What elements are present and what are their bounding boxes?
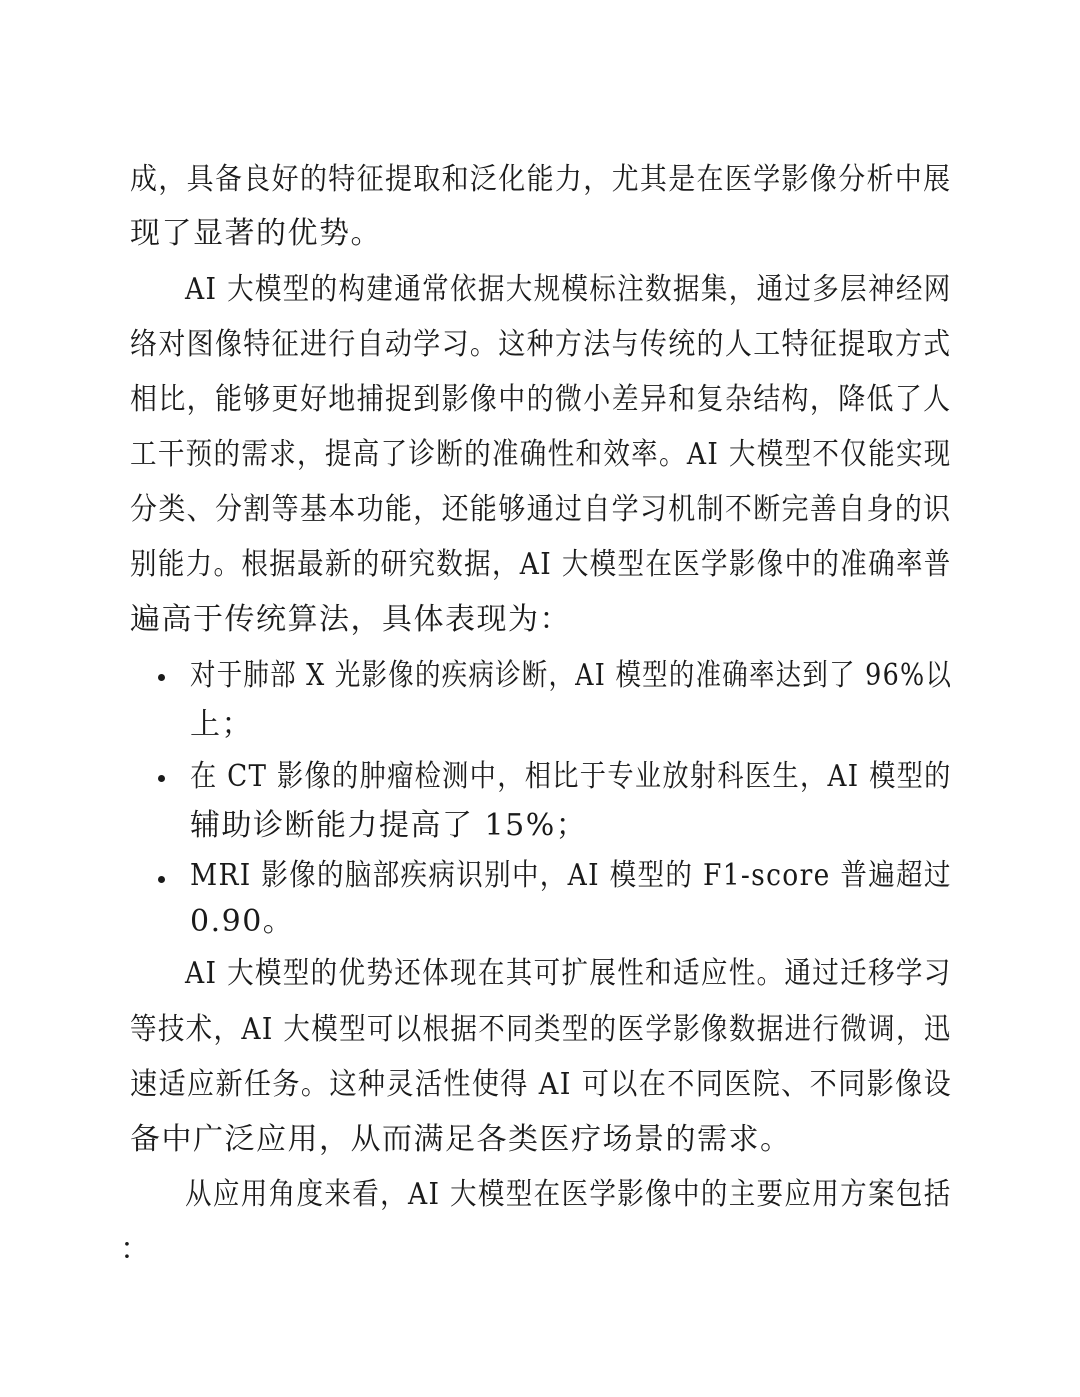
bullet-marker-1 bbox=[158, 674, 165, 681]
paragraph-2-line-7: 遍高于传统算法，具体表现为： bbox=[130, 602, 571, 637]
paragraph-4-line-2: ： bbox=[120, 1232, 152, 1267]
bullet-3-line-2: 0.90。 bbox=[190, 904, 295, 939]
paragraph-4-line-1: 从应用角度来看，AI 大模型在医学影像中的主要应用方案包括 bbox=[185, 1177, 952, 1212]
paragraph-2-line-3: 相比，能够更好地捕捉到影像中的微小差异和复杂结构，降低了人 bbox=[130, 382, 952, 417]
bullet-3-line-1: MRI 影像的脑部疾病识别中，AI 模型的 F1-score 普遍超过 bbox=[190, 858, 952, 893]
bullet-marker-2 bbox=[158, 775, 165, 782]
paragraph-2-line-2: 络对图像特征进行自动学习。这种方法与传统的人工特征提取方式 bbox=[130, 327, 952, 362]
paragraph-2-line-1: AI 大模型的构建通常依据大规模标注数据集，通过多层神经网 bbox=[185, 272, 952, 307]
bullet-2-line-1: 在 CT 影像的肿瘤检测中，相比于专业放射科医生，AI 模型的 bbox=[190, 759, 952, 794]
bullet-marker-3 bbox=[158, 876, 165, 883]
bullet-1-line-1: 对于肺部 X 光影像的疾病诊断，AI 模型的准确率达到了 96%以 bbox=[190, 658, 953, 693]
paragraph-1-line-2: 现了显著的优势。 bbox=[130, 216, 382, 251]
bullet-2-line-2: 辅助诊断能力提高了 15%； bbox=[190, 808, 588, 843]
paragraph-2-line-4: 工干预的需求，提高了诊断的准确性和效率。AI 大模型不仅能实现 bbox=[130, 437, 952, 472]
paragraph-1-line-1: 成，具备良好的特征提取和泛化能力，尤其是在医学影像分析中展 bbox=[130, 162, 952, 197]
paragraph-3-line-2: 等技术，AI 大模型可以根据不同类型的医学影像数据进行微调，迅 bbox=[130, 1012, 952, 1047]
paragraph-2-line-5: 分类、分割等基本功能，还能够通过自学习机制不断完善自身的识 bbox=[130, 492, 952, 527]
paragraph-3-line-3: 速适应新任务。这种灵活性使得 AI 可以在不同医院、不同影像设 bbox=[130, 1067, 953, 1102]
paragraph-2-line-6: 别能力。根据最新的研究数据，AI 大模型在医学影像中的准确率普 bbox=[130, 547, 952, 582]
paragraph-3-line-1: AI 大模型的优势还体现在其可扩展性和适应性。通过迁移学习 bbox=[185, 956, 952, 991]
paragraph-3-line-4: 备中广泛应用，从而满足各类医疗场景的需求。 bbox=[130, 1122, 792, 1157]
bullet-1-line-2: 上； bbox=[190, 707, 253, 742]
